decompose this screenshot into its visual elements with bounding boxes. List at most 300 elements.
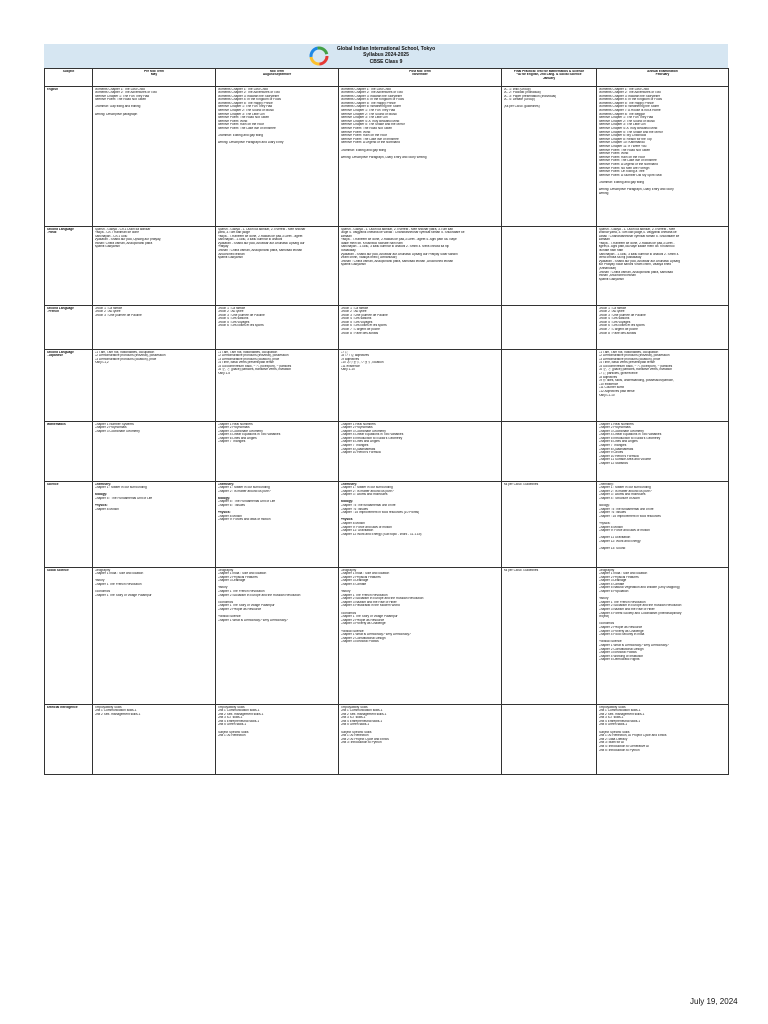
cell-line: Chapter 5 Democratic Rights: [598, 658, 640, 662]
syllabus-cell: [93, 705, 216, 775]
cell-line: Chapter 2 : Is matter around us pure?: [217, 489, 271, 493]
cell-line: Unit 4 Entrepreneurial skills-1: [598, 719, 641, 723]
cell-line: Economics: [598, 622, 615, 626]
cell-line: Vyakaran - Shabd aur pad, Anuswar aur Anunasik Upsarg aur: [217, 241, 305, 245]
cell-line: Lecon 8 : Faire des achats: [598, 331, 637, 335]
cell-line: Chapter 1 : Matter in our surrounding: [94, 486, 147, 490]
cell-line: Sanchayan - 1.Gillu, 3 kallu kumhar ki unakoti 2. Smriti 4. Mera chhota sa niji: [340, 245, 449, 249]
cell-line: Beehive Chapter 4: A Truly Beautiful Mind: [598, 127, 658, 131]
cell-line: Biology:: [217, 496, 231, 500]
syllabus-cell: [216, 482, 339, 568]
cell-line: L2 Demonstrative pronouns (this/that), possession: [94, 354, 166, 358]
syllabus-cell: [216, 306, 339, 350]
cell-line: Chapter 1 : Matter in our surrounding: [598, 486, 651, 490]
cell-line: Chapter 3 Coordinate Geometry: [598, 429, 644, 433]
cell-line: Chapter 4 Pastoralist in the Modern World: [340, 604, 400, 608]
syllabus-cell: [502, 568, 597, 705]
cell-line: Grammar: Gap filling and editing: [94, 105, 141, 109]
cell-line: L1 I am, I am not, nationalities, occupation: [94, 350, 155, 354]
column-header-line: Post Mid Term: [409, 69, 431, 73]
cell-line: Unit 3 ICT skills-1: [217, 716, 243, 720]
cell-line: Lecon 5 : Les voyages: [340, 320, 373, 324]
subject-name: English: [46, 87, 59, 91]
table-row: [45, 227, 729, 306]
cell-line: Chemistry:: [217, 482, 235, 486]
cell-line: Lecon 1 : La famille: [598, 306, 627, 310]
cell-line: Unit 3 ICT skills-1: [598, 716, 624, 720]
column-header-line: Annual Examination: [647, 69, 678, 73]
cell-line: As per CBSE Guidelines: [503, 482, 539, 486]
cell-line: Apathit Gadyansh: [340, 263, 366, 267]
cell-line: Padya - 7.Raheem ke dohe, 2.Raidas ke pad,3.Geet - ageet 4. Agni path 5a. Naye: [340, 238, 457, 242]
cell-line: Lecon 4 : Les saisons: [340, 317, 372, 321]
cell-line: Grammar: Editing and gap filling: [340, 148, 387, 152]
cell-line: Chapter 11 Surface Area and Volume: [598, 458, 652, 462]
cell-line: Geography: [340, 568, 357, 572]
syllabus-cell: [339, 482, 502, 568]
subject-name: Mathematics: [46, 422, 66, 426]
cell-line: Chapter 2 Polynomials: [94, 426, 127, 430]
cell-line: Unit 1: AI Reflection, AI Project Cycle and Ethics: [598, 734, 667, 738]
cell-line: Chapter 2 People as Resource: [340, 618, 385, 622]
cell-line: Employability Skills: [217, 705, 245, 709]
cell-line: Chapter 4 Working of Institution: [598, 654, 644, 658]
cell-line: Unit 3: Introduction to Python: [340, 741, 382, 745]
cell-line: L2 Demonstrative pronouns (this/that), possession: [598, 354, 670, 358]
table-row: [45, 306, 729, 350]
cell-line: Unit 2 Self- management skills-1: [340, 712, 387, 716]
cell-line: Employability Skills: [94, 705, 122, 709]
cell-line: As per CBSE Guidelines: [503, 568, 539, 572]
cell-line: Beehive Poem: A Slumber Did My Spirit Seal: [598, 173, 662, 177]
syllabus-table: [44, 68, 729, 775]
cell-line: Chapter 1 The French Revolution: [94, 582, 142, 586]
cell-line: vahak : Chandrashekhar vyenkat raman 5. Shukratare ke: [598, 234, 680, 238]
cell-line: Moments Chapter 4: In the Kingdom of Fools: [598, 98, 662, 102]
cell-line: Unit 1 Communication skills-1: [217, 709, 260, 713]
cell-line: L6 を, と (place) particles, transitive verbs, invitation: [217, 368, 292, 372]
cell-line: Chapter 7 Triangles: [340, 444, 369, 448]
cell-line: IA - 4: Debate (Group): [503, 98, 535, 102]
cell-line: Chapter 1 India : Size and location: [94, 572, 144, 576]
cell-line: Employability Skills: [598, 705, 626, 709]
cell-line: Chapter 9: Force and laws of motion: [598, 529, 650, 533]
cell-line: History: [598, 597, 609, 601]
cell-line: Sparsh - Gadya - 1. Dukh ka adhikar, 2. Everest - Meri shikhar: [217, 227, 306, 231]
cell-line: Beehive Chapter 1: The Fun They Had: [340, 109, 396, 113]
cell-line: Chapter 4 Linear Equations in Two Variables: [340, 433, 404, 437]
cell-line: Lecon 2 : Au lycee: [340, 310, 367, 314]
cell-line: Chapter 9 Circles: [598, 451, 624, 455]
cell-line: Beehive Chapter 3: The Little Girl: [217, 112, 265, 116]
cell-line: Grammar: Editing and gap filling: [598, 180, 645, 184]
subject-name: - Japanese: [46, 354, 63, 358]
cell-line: Pratyay: [217, 245, 229, 249]
subject-cell: [45, 227, 93, 306]
cell-line: Lekhan : Chitra varnan, Anaupcharik patra, samvaad: [598, 270, 673, 274]
cell-line: Economics: [94, 590, 111, 594]
column-header-line: November: [412, 73, 428, 77]
column-header: [45, 69, 93, 87]
cell-line: Moments Chapter 5: The Happy Prince: [217, 101, 273, 105]
cell-line: Chapter 10 Heron's Formula: [340, 451, 381, 455]
cell-line: Chapter 3 Drainage: [217, 579, 246, 583]
cell-line: Chapter 10 Heron's Formula: [598, 454, 639, 458]
cell-line: Chapter 1 : Matter in our surrounding: [340, 486, 393, 490]
cell-line: Unit 1 Communication skills-1: [94, 709, 137, 713]
syllabus-cell: [597, 227, 729, 306]
syllabus-cell: [216, 568, 339, 705]
cell-line: Unit 2 Self- management skills-1: [217, 712, 264, 716]
cell-line: Kanji L1,2: [94, 361, 109, 365]
subject-name: - French: [46, 310, 60, 314]
cell-line: Chapter 1 India : Size and location: [217, 572, 267, 576]
syllabus-cell: [597, 87, 729, 227]
cell-line: Writing: Descriptive Paragraph, Diary Entry and Story: [598, 188, 674, 192]
table-row: [45, 705, 729, 775]
cell-line: IA - 1: Wiki (Group): [503, 87, 531, 91]
cell-line: Beehive Poem: On Killing a Tree: [598, 170, 645, 174]
cell-line: Apathit Gadyansh: [598, 277, 624, 281]
cell-line: Moments Chapter 1: The Lost Child: [217, 87, 268, 91]
cell-line: lekhan ,Anuchched lekhan: [598, 274, 636, 278]
syllabus-cell: [339, 227, 502, 306]
cell-line: Unit 5 Green skills-1: [598, 723, 628, 727]
cell-line: Unit 1 Communication skills-1: [598, 709, 641, 713]
syllabus-cell: [339, 87, 502, 227]
cell-line: Chapter 5 Introduction to Euclid's Geometry: [598, 436, 661, 440]
cell-line: Moments Chapter 8: The Beggar: [598, 112, 645, 116]
cell-line: shikhar yatra, 3.Tum kab jaoge,4. Vaigyanik chetana ke: [598, 231, 677, 235]
cell-line: Moments Chapter 4: In the Kingdom of Fools: [340, 98, 404, 102]
cell-line: Chapter 11 Gravitation: [598, 536, 631, 540]
cell-line: Moments Chapter 5: The Happy Prince: [340, 101, 396, 105]
cell-line: Moments Chapter 2: The Adventures of Toto: [217, 91, 280, 95]
cell-line: Beehive Poem: A Legend of the Northland: [340, 141, 400, 145]
cell-line: Chapter : 6 Tissues: [598, 511, 626, 515]
cell-line: Moments Chapter 1: The Lost Child: [340, 87, 391, 91]
cell-line: History: [217, 586, 228, 590]
syllabus-cell: [93, 87, 216, 227]
cell-line: Unit 1: AI Reflection: [340, 734, 369, 738]
cell-line: Beehive Chapter 10: Kathmandu: [598, 141, 645, 145]
cell-line: L9 が likes, skills, understanding, possession/particle,: [598, 379, 674, 383]
syllabus-cell: [502, 482, 597, 568]
cell-line: Chapter 1 The Story of Village Palampur: [340, 615, 398, 619]
cell-line: Unit 4 Entrepreneurial skills-1: [217, 719, 260, 723]
cell-line: Lecon 3 : Une journee de Pauline: [217, 313, 265, 317]
column-header-line: January: [542, 76, 556, 80]
cell-line: Lecon 6 : Les loisirs et les sports: [217, 324, 264, 328]
cell-line: jaoge 4. Vaigyanik chetana ke vahak : Chandrashekhar vyenkat raman 5. Shukratare ke: [340, 231, 465, 235]
cell-line: Beehive Chapter 4: A Truly Beautiful Mind: [340, 119, 400, 123]
cell-line: Kanji 1-5: [217, 372, 231, 376]
cell-line: Kanji L1-10: [598, 393, 615, 397]
cell-line: Chapter 1 The Story of Village Palampur: [217, 604, 275, 608]
cell-line: L6 を, と (place) particles, transitive verbs, invitation: [598, 368, 673, 372]
cell-line: L2 Demonstrative pronouns (this/that), possession: [217, 354, 289, 358]
cell-line: Chapter 4 : Structure of Atom: [598, 496, 640, 500]
syllabus-cell: [93, 482, 216, 568]
subject-name: Science: [46, 482, 59, 486]
cell-line: Beehive Poem: Wind: [217, 119, 248, 123]
cell-line: Chapter : 5 The fundamental unit of life: [598, 507, 654, 511]
cell-line: Chapter 7 Triangles: [598, 444, 627, 448]
cell-line: Viram chinh, Vaakya bhed ( Arthanusar): [340, 256, 397, 260]
cell-line: Chapter 6 Lines and Angles: [598, 440, 638, 444]
cell-line: Chapter 2 Physical Features: [340, 575, 381, 579]
subject-name: Social Science: [46, 568, 69, 572]
syllabus-cell: [597, 482, 729, 568]
subject-name: - Hindi: [46, 231, 57, 235]
class-name: CBSE Class 9: [369, 58, 403, 65]
cell-line: Chapter 5 : The Fundamental Unit of Life: [94, 496, 153, 500]
subject-name: Second Language: [46, 306, 74, 310]
cell-line: Subject Specific Skills: [598, 730, 630, 734]
cell-line: Chapter 2 Constitutional Design: [340, 636, 386, 640]
syllabus-cell: [597, 705, 729, 775]
cell-line: Chapter 12 Statistics: [598, 462, 628, 466]
cell-line: Lecon 2 : Au lycee: [94, 310, 121, 314]
cell-line: Chapter 1 Real Numbers: [598, 422, 634, 426]
column-header: [502, 69, 597, 87]
subject-cell: [45, 422, 93, 482]
syllabus-cell: [93, 568, 216, 705]
cell-line: Chapter 2 Socialism in Europe and the Russian Revolution: [598, 604, 682, 608]
cell-line: Moments Chapter 3: Iswaran the Storyteller: [598, 94, 660, 98]
cell-line: Lecon 4 : Les saisons: [217, 317, 249, 321]
cell-line: yatra, 3.Tum kab jaoge: [217, 231, 250, 235]
cell-line: Unit 3: Math for AI: [598, 741, 625, 745]
cell-line: L10 あります, います, location: [340, 361, 384, 365]
syllabus-cell: [502, 227, 597, 306]
column-header-line: Subject: [62, 69, 75, 73]
cell-line: Chapter 3 Nazism and the Rise of Hitler: [598, 608, 655, 612]
syllabus-cell: [93, 422, 216, 482]
cell-line: Lecon 6 : Les loisirs et les sports: [340, 324, 387, 328]
cell-line: Geography: [217, 568, 234, 572]
cell-line: Chapter 4 Climate: [598, 582, 625, 586]
syllabus-cell: [339, 422, 502, 482]
cell-line: Economics: [217, 600, 234, 604]
syllabus-cell: [93, 306, 216, 350]
cell-line: samaan: [598, 238, 610, 242]
cell-line: Sparsh - Gadya - Ch.1 Dukh ka adhikar: [94, 227, 151, 231]
cell-line: Beehive Poem: No Men are Foreign: [598, 166, 650, 170]
cell-line: Chapter 3 : Atoms and molecules: [598, 493, 646, 497]
cell-line: Beehive Poem: Rain on the Roof: [340, 134, 387, 138]
cell-line: Political Science: [598, 640, 622, 644]
cell-line: Chapter 2 Socialism in Europe and the Russian Revolution: [340, 597, 424, 601]
cell-line: Beehive Poem: The Road Not Taken: [94, 98, 147, 102]
cell-line: Chapter 3 Electoral Politics: [598, 651, 637, 655]
cell-line: IA - 3: Paper presentation (Individual): [503, 94, 557, 98]
cell-line: Lecon 1 : La famille: [94, 306, 123, 310]
cell-line: Lecon 2 : Au lycee: [598, 310, 625, 314]
cell-line: Lecon 4 : Les saisons: [598, 317, 630, 321]
cell-line: L4 Time, basic verbs present/past tense: [598, 361, 655, 365]
cell-line: Chapter 12: Work and Energy: [598, 540, 641, 543]
cell-line: Beehive Poem: The Road Not Taken: [217, 116, 270, 120]
cell-line: Biology:: [94, 493, 108, 497]
cell-line: (As per CBSE guidelines): [503, 105, 540, 109]
cell-line: lekhan: Chitra varnan, Anaupcharik patra: [94, 241, 153, 245]
cell-line: samaan: [340, 234, 352, 238]
table-row: [45, 350, 729, 422]
cell-line: Lecon 7 : L'argent de poche: [340, 328, 380, 332]
cell-line: Geography: [598, 568, 615, 572]
cell-line: Chapter 12 Work and Energy (Sub topic - Work - 11.1.1d): [340, 532, 422, 536]
cell-line: Beehive Poem: Wind: [598, 152, 629, 156]
cell-line: Beehive Chapter 11: If I Were You: [598, 145, 647, 148]
cell-line: Chapter 8 Quadrilaterals: [598, 447, 634, 451]
cell-line: Chapter 3 Drainage: [598, 579, 627, 583]
cell-line: Chapter 1 What is Democracy? Why Democracy?: [340, 633, 411, 637]
cell-line: pustakalay: [340, 249, 356, 253]
cell-line: Chapter 3 Electoral Politics: [340, 640, 379, 644]
cell-line: Chapter 9: Force and laws of motion: [340, 525, 392, 529]
cell-line: Writing: Descriptive Paragraph, Diary Entry and Story Writing: [340, 155, 427, 159]
cell-line: Economics: [340, 611, 357, 615]
cell-line: Chapter 8 Motion: [340, 522, 365, 526]
school-logo-icon: [308, 45, 330, 67]
cell-line: Lecon 3 : Une journee de Pauline: [94, 313, 142, 317]
cell-line: Chapter 6 Lines and Angles: [340, 440, 380, 444]
cell-line: Writing: Descriptive paragraph: [94, 112, 138, 116]
cell-line: Biology:: [598, 504, 610, 508]
cell-line: Political Science: [340, 629, 364, 633]
cell-line: Lecon 2 : Au lycee: [217, 310, 244, 314]
cell-line: Lekhan : Chitra varnan, Anaupcharik patra, samvaad lekhan ,Anuchched lekhan: [340, 259, 454, 263]
cell-line: Lecon 5 : Les voyages: [598, 320, 631, 324]
document-header: [44, 44, 728, 68]
column-header: [93, 69, 216, 87]
cell-line: rachate hain hath: [598, 249, 624, 253]
cell-line: Lecon 6 : Les loisirs et les sports: [598, 324, 645, 328]
cell-line: Chapter 2 : Is matter around us pure?: [340, 489, 394, 493]
cell-line: Writing: Descriptive Paragraph and Diary Entry: [217, 141, 284, 145]
cell-line: Kanji 1-10: [340, 368, 355, 372]
cell-line: Unit 4: Introduction to Generative AI: [598, 745, 649, 749]
cell-line: Chapter 1 The French Revolution: [598, 600, 646, 604]
cell-line: Chapter 3 Coordinate Geometry: [340, 429, 386, 433]
cell-line: Political Science: [217, 615, 241, 619]
cell-line: Moments Chapter 6: Weathering the Storm: [598, 105, 660, 109]
cell-line: Chapter 3 Poverty as Challenge: [340, 622, 386, 626]
cell-line: Moments Chapter 2: The Adventures of Toto: [598, 91, 661, 95]
cell-line: ageet,5. Agni path,5a.Naye ilaake mein 5b. Khushboo: [598, 245, 675, 249]
syllabus-cell: [339, 306, 502, 350]
cell-line: L3 Demonstrative pronouns (location), price: [94, 357, 157, 361]
cell-line: L5 Go/come/return back, ~ へ (to/export), ~ particles: [217, 364, 292, 368]
cell-line: Chapter 6 Population: [598, 590, 629, 594]
cell-line: Unit 2 Self- management skills-1: [598, 712, 645, 716]
cell-line: Unit 2 Self- management skills-1: [94, 712, 141, 716]
syllabus-cell: [216, 350, 339, 422]
cell-line: Moments Chapter 2: The Adventures of Toto: [94, 91, 157, 95]
syllabus-cell: [216, 422, 339, 482]
column-header-line: February: [655, 73, 670, 77]
cell-line: Sanchayan - 1.Gillu, 3 kallu kumhar ki unakoti 2. Smriti 4.: [598, 252, 680, 256]
cell-line: Chapter 9: Forces and laws of motion: [217, 518, 271, 522]
cell-line: Chapter 11: Gravitation: [340, 529, 374, 533]
cell-line: Chapter 8 Motion: [598, 525, 623, 529]
table-body: [45, 87, 729, 775]
cell-line: Vyakaran - Shabd aur pad, Anuswar aur Anunasik Upsarg aur Pratyay Swar sandhi: [340, 252, 458, 256]
column-header-line: Mid Term: [270, 69, 284, 73]
syllabus-cell: [502, 422, 597, 482]
cell-line: Beehive Chapter 8: Reach for the Top: [598, 137, 652, 141]
cell-line: Chapter 2 Polynomials: [340, 426, 373, 430]
cell-line: Grammar: Editing and gap filling: [217, 134, 264, 138]
column-header-line: May: [150, 73, 158, 77]
cell-line: Beehive Chapter 3: The Little Girl: [598, 123, 646, 127]
syllabus-cell: [339, 705, 502, 775]
cell-line: Vyakaran - Shabd aur pad, Anuswar aur Anunasik Upsarg: [598, 259, 681, 263]
cell-line: Moments Chapter 3: Iswaran the Storyteller: [340, 94, 402, 98]
syllabus-cell: [597, 568, 729, 705]
cell-line: Beehive Poem: The Road Not Taken: [598, 148, 651, 152]
syllabus-cell: [597, 350, 729, 422]
cell-line: Chapter 1 India : Size and location: [598, 572, 648, 576]
cell-line: L8 い / な adjectives: [340, 354, 370, 358]
cell-line: Apathit Gadyansh: [94, 245, 120, 249]
cell-line: Chapter : 6 Tissues: [340, 507, 368, 511]
cell-line: IA - 2: Podcast (Individual): [503, 91, 541, 95]
cell-line: (Arthanusar): [598, 267, 617, 271]
cell-line: Beehive Chapter 2: The Sound of Music: [217, 109, 274, 113]
syllabus-cell: [339, 568, 502, 705]
syllabus-cell: [339, 350, 502, 422]
cell-line: Chapter 1 The Story of Village Palampur: [94, 593, 152, 597]
cell-line: Chapter 1 Real Numbers: [340, 422, 376, 426]
cell-line: Lecon 5 : Les voyages: [217, 320, 250, 324]
cell-line: Chapter 3 Coordinate Geometry: [94, 429, 140, 433]
cell-line: Moments Chapter 5: The Happy Prince: [598, 101, 654, 105]
cell-line: Chapter 1 : Matter in our surrounding: [217, 486, 270, 490]
cell-line: Moments Chapter 6: Weathering the Storm: [340, 105, 402, 109]
cell-line: Biology:: [340, 500, 354, 504]
column-header: [216, 69, 339, 87]
column-header-line: Pre Mid Term: [144, 69, 164, 73]
cell-line: Physics: [340, 518, 353, 522]
cell-line: Beehive Poem: A Legend of the Northland: [598, 162, 658, 166]
cell-line: Lecon 3 : Une journee de Pauline: [340, 313, 388, 317]
cell-line: L11 Counter suffix: [598, 386, 625, 390]
cell-line: Chapter 3 Coordinate Geometry: [217, 429, 263, 433]
cell-line: Chapter 13: Sound: [598, 547, 626, 551]
cell-line: Subject Specific Skills: [217, 730, 249, 734]
cell-line: Chapter 5 : The Fundamental Unit of Life: [217, 500, 276, 504]
cell-line: Chapter 2 Constitutional Design: [598, 647, 644, 651]
cell-line: Chapter 4 Linear Equations in Two Variables: [598, 433, 662, 437]
subject-cell: [45, 482, 93, 568]
cell-line: Beehive Chapter 1: The Fun They Had: [598, 116, 654, 120]
cell-line: L12 Adjectives past tense: [598, 390, 635, 394]
cell-line: Chemistry:: [340, 482, 358, 486]
cell-line: L5 Go/come/return back, ~ へ (to/export), ~ particles: [598, 364, 673, 368]
syllabus-cell: [502, 705, 597, 775]
cell-line: project): [598, 615, 610, 619]
subject-name: Second Language: [46, 227, 74, 231]
cell-line: Chapter 1 What is Democracy? Why Democracy?: [598, 643, 669, 647]
cell-line: Lecon 3 : Une journee de Pauline: [598, 313, 646, 317]
subject-cell: [45, 705, 93, 775]
cell-line: Beehive Poem: The Road Not Taken: [340, 127, 393, 131]
cell-line: Chapter 2 : Is matter around us pure?: [598, 489, 652, 493]
cell-line: L7 に particles, give/receive: [598, 372, 638, 376]
table-row: [45, 568, 729, 705]
